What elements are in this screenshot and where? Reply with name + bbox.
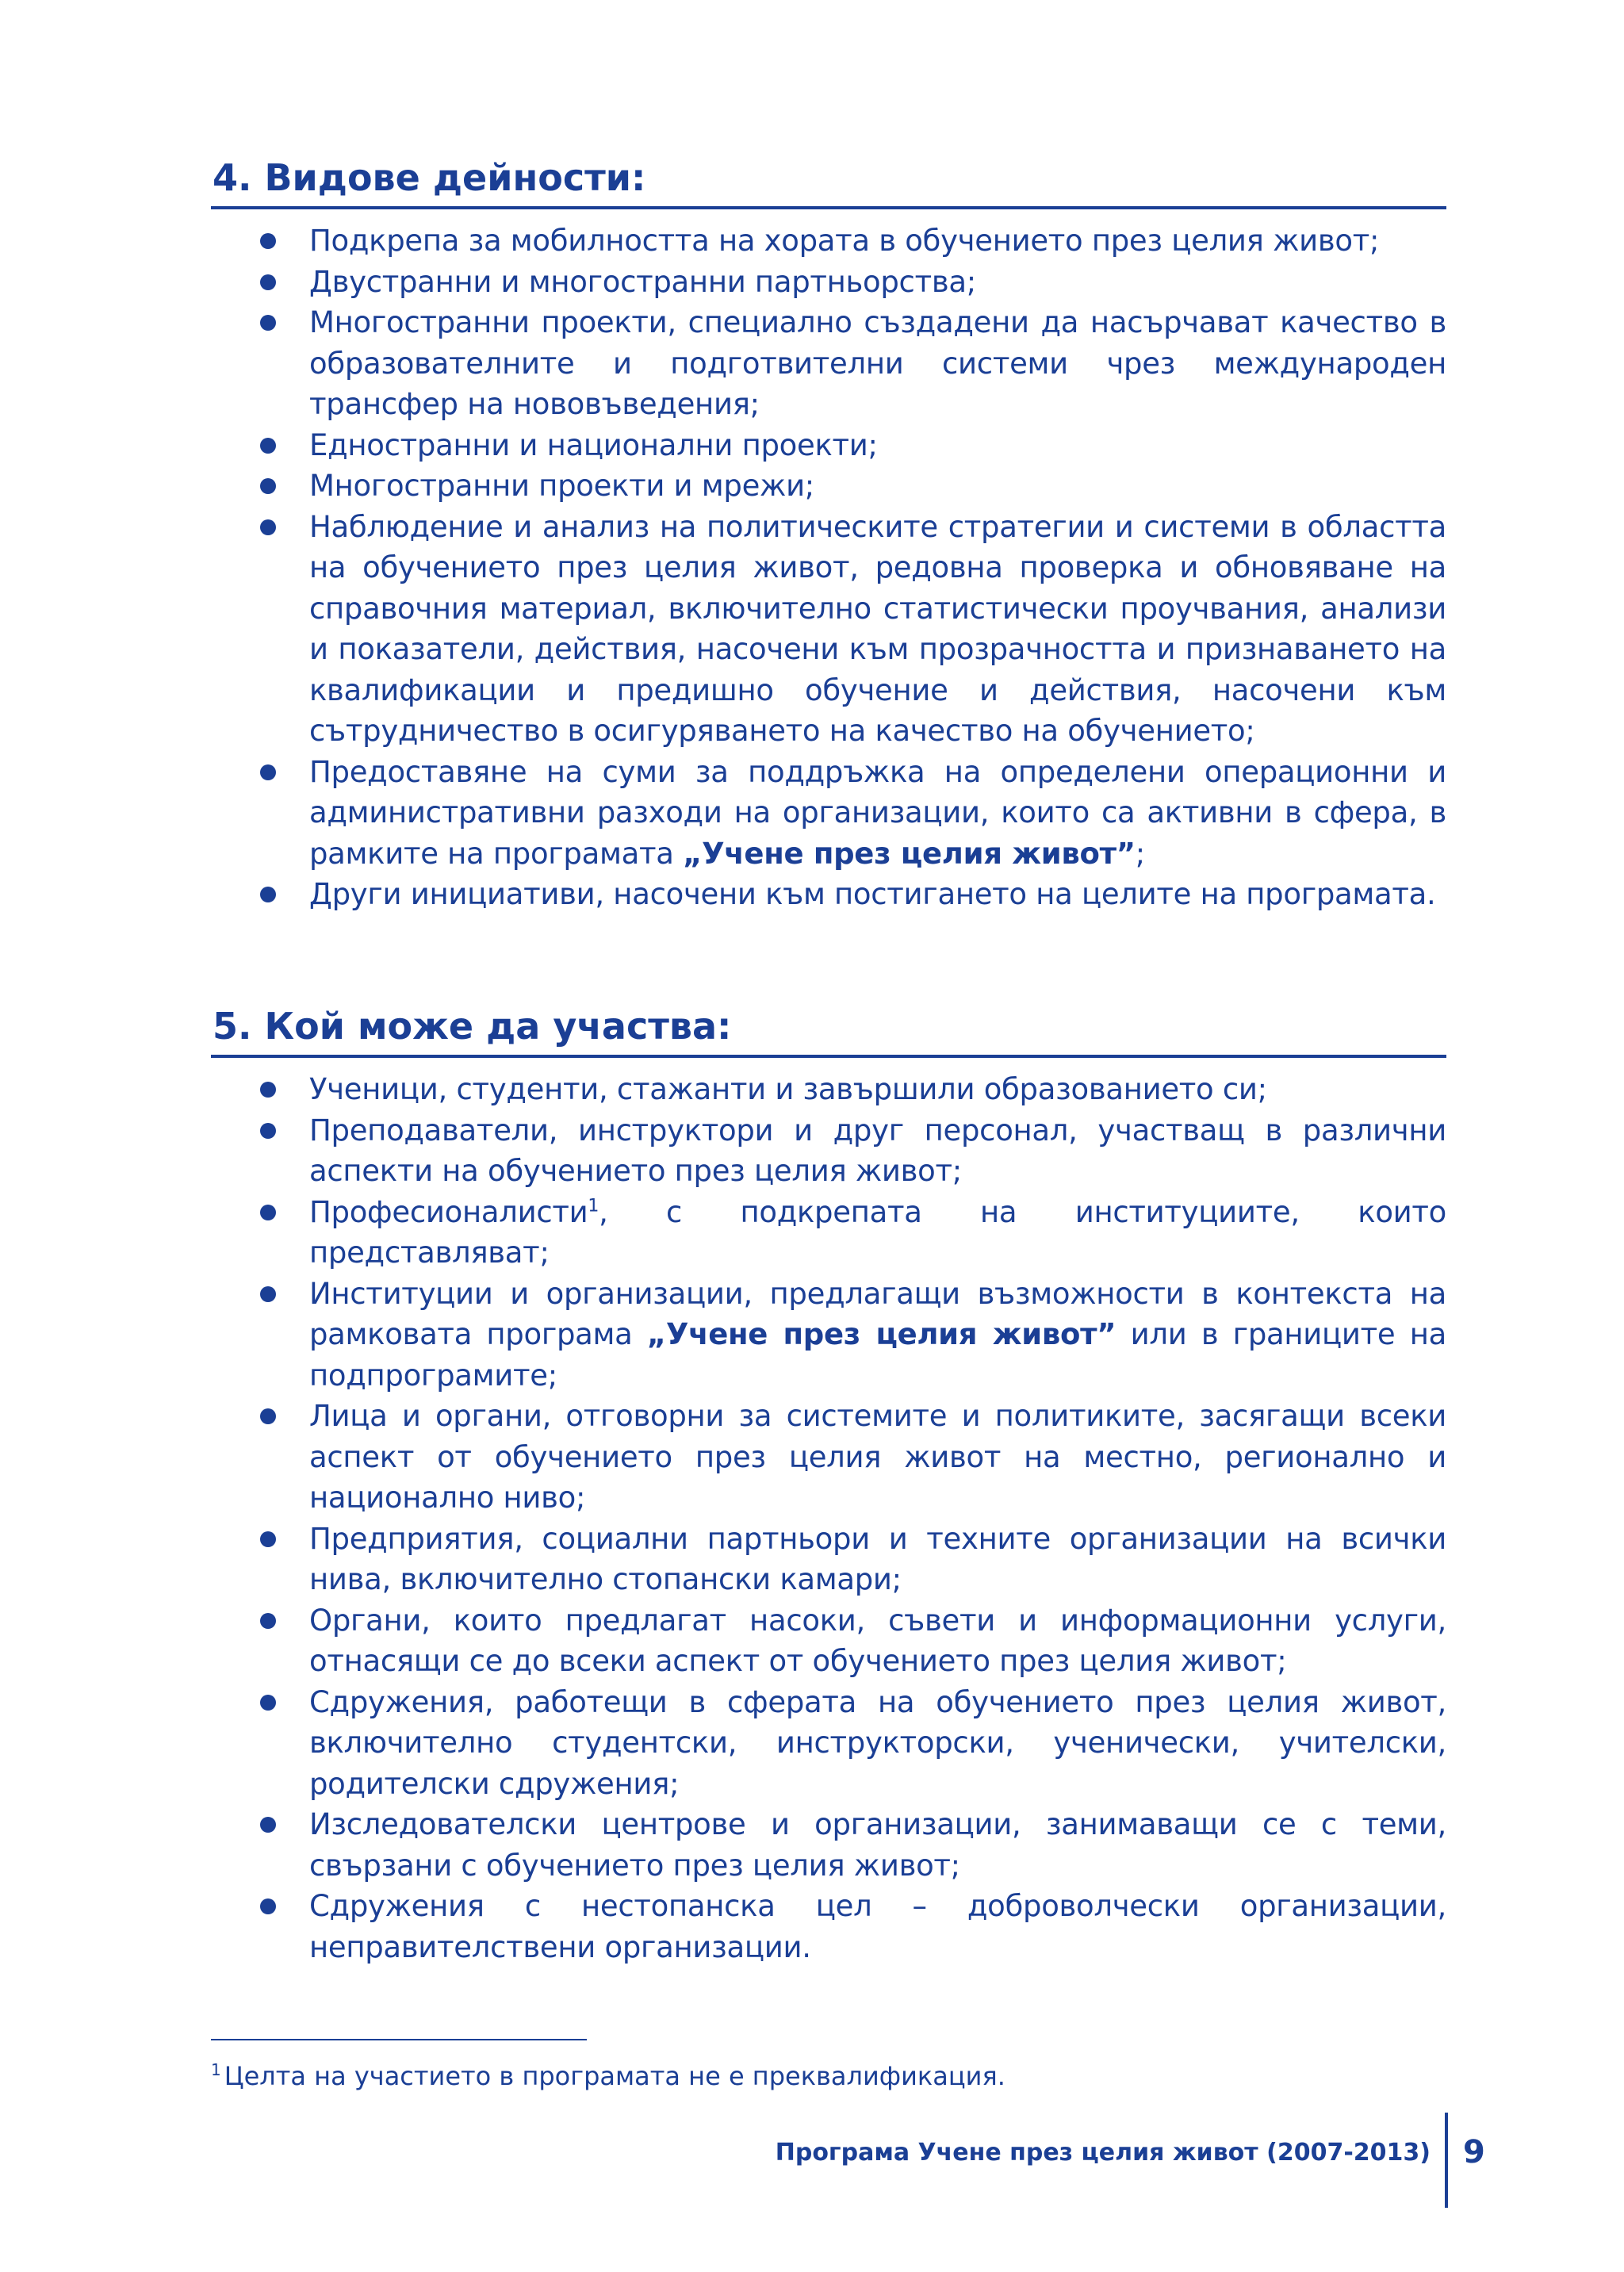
bullet-icon [260,1817,276,1833]
list-item [211,302,1446,425]
list-item [211,1682,1446,1805]
section-participants [211,1002,1446,1967]
program-name-emphasis: „Учене през целия живот” [646,1317,1116,1351]
running-footer-title: Програма Учене през целия живот (2007-2013) [775,2139,1431,2167]
list-item [211,1886,1446,1967]
bullet-icon [260,438,276,454]
footnote-mark: 1 [211,2060,221,2080]
bullet-icon [260,1123,276,1139]
list-item-text: Двустранни и многостранни партньорства; [309,264,976,299]
bullet-icon [260,1286,276,1302]
list-item-text: Подкрепа за мобилността на хората в обучението през целия живот; [309,224,1380,258]
list-item-text: Многостранни проекти, специално създадени да насърчават качество в образователните и подготвителни системи чрез международен трансфер на нововъведения; [309,305,1446,421]
activities-list [211,220,1446,915]
list-item-text-end: , с подкрепата на институциите, които представляват; [309,1194,1446,1270]
list-item [211,425,1446,466]
section-4-title: 4. Видове дейности: [211,154,1446,209]
list-item [211,1804,1446,1886]
bullet-icon [260,887,276,902]
list-item [211,1192,1446,1274]
bullet-icon [260,478,276,494]
bullet-icon [260,315,276,331]
page-number: 9 [1463,2134,1485,2170]
bullet-icon [260,1082,276,1098]
participants-list [211,1069,1446,1967]
footnote [211,2059,1005,2094]
list-item-text: Многостранни проекти и мрежи; [309,469,814,503]
list-item-text-end: или в границите на подпрограмите; [309,1317,1446,1393]
list-item [211,1274,1446,1397]
list-item [211,262,1446,303]
section-activities [211,154,1446,915]
section-5-title: 5. Кой може да участва: [211,1002,1446,1058]
list-item-text: Изследователски центрове и организации, занимаващи се с теми, свързани с обучението през целия живот; [309,1807,1446,1883]
bullet-icon [260,519,276,535]
list-item [211,1600,1446,1682]
list-item-text: Едностранни и национални проекти; [309,427,878,462]
list-item [211,874,1446,915]
list-item [211,1069,1446,1110]
footnote-text: Целта на участието в програмата не е преквалификация. [224,2061,1005,2091]
list-item-text: Професионалисти [309,1194,588,1229]
bullet-icon [260,1898,276,1914]
footer-divider [1445,2113,1448,2208]
list-item-text: Сдружения, работещи в сферата на обучението през целия живот, включително студентски, инструкторски, ученически, учителски, родителски сдружения; [309,1684,1446,1801]
list-item-text: Предприятия, социални партньори и техните организации на всички нива, включително стопански камари; [309,1521,1446,1596]
list-item-text: Институции и организации, предлагащи възможности в контекста на рамковата програма [309,1276,1446,1351]
bullet-icon [260,274,276,290]
list-item [211,1519,1446,1600]
list-item-text: Органи, които предлагат насоки, съвети и информационни услуги, отнасящи се до всеки аспект от обучението през целия живот; [309,1603,1446,1678]
program-name-emphasis: „Учене през целия живот” [683,836,1136,871]
footnote-divider [211,2039,587,2040]
footnote-reference[interactable]: 1 [588,1196,599,1216]
list-item-text-end: ; [1135,836,1145,871]
list-item [211,220,1446,262]
list-item-text: Лица и органи, отговорни за системите и политиките, засягащи всеки аспект от обучението през целия живот на местно, регионално и национално ниво; [309,1399,1446,1515]
list-item-text: Сдружения с нестопанска цел – доброволчески организации, неправителствени организации. [309,1889,1446,1964]
list-item [211,1110,1446,1192]
bullet-icon [260,1613,276,1629]
bullet-icon [260,1531,276,1547]
bullet-icon [260,1695,276,1711]
list-item [211,752,1446,875]
list-item [211,507,1446,752]
list-item [211,466,1446,507]
bullet-icon [260,233,276,249]
list-item [211,1396,1446,1519]
bullet-icon [260,764,276,780]
bullet-icon [260,1408,276,1424]
list-item-text: Предоставяне на суми за поддръжка на определени операционни и административни разходи на организации, които са активни в сфера, в рамките на програмата [309,754,1446,871]
list-item-text: Други инициативи, насочени към постигането на целите на програмата. [309,877,1436,911]
list-item-text: Преподаватели, инструктори и друг персонал, участващ в различни аспекти на обучението през целия живот; [309,1113,1446,1188]
list-item-text: Ученици, студенти, стажанти и завършили образованието си; [309,1072,1267,1106]
list-item-text: Наблюдение и анализ на политическите стратегии и системи в областта на обучението през целия живот, редовна проверка и обновяване на справочния материал, включително статистически проучвания, анализи и показатели, действия, насочени към прозрачността и признаването на квалификации и предишно обучение и действия, насочени към сътрудничество в осигуряването на качество на обучението; [309,509,1446,748]
bullet-icon [260,1205,276,1220]
